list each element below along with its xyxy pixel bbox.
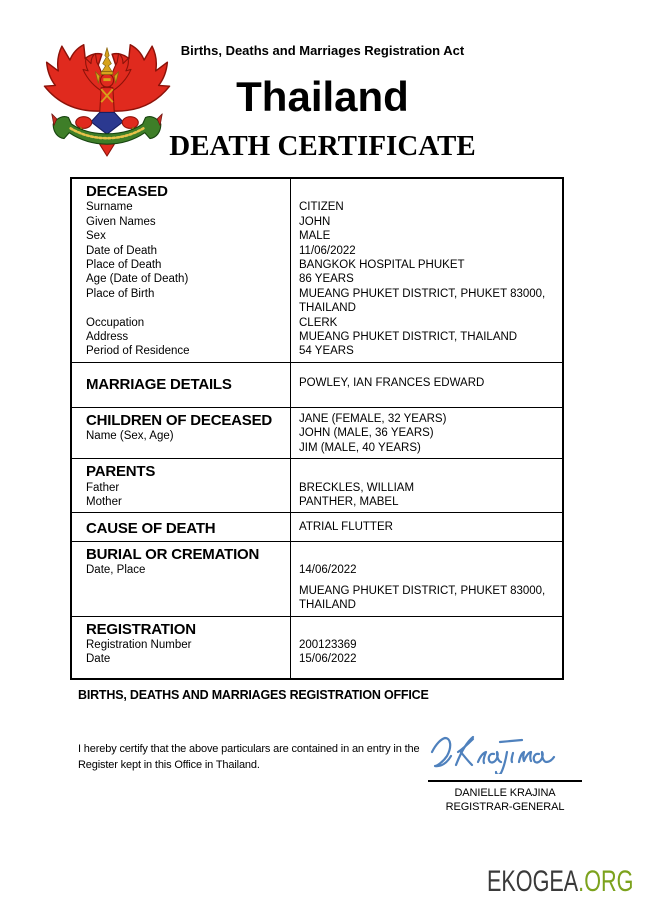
field-value: MALE — [299, 230, 331, 243]
field-label: Sex — [86, 230, 106, 243]
field-value: BANGKOK HOSPITAL PHUKET — [299, 259, 465, 272]
section-marriage-details — [72, 362, 562, 407]
field-label: Address — [86, 331, 129, 344]
logo-brand: EKOGEA — [486, 865, 578, 898]
field-row — [72, 272, 562, 286]
field-label: Father — [86, 481, 120, 494]
field-row — [72, 652, 562, 666]
registrar-title: REGISTRAR-GENERAL — [445, 801, 565, 813]
field-value: JIM (MALE, 40 YEARS) — [299, 441, 421, 454]
ekogea-logo — [487, 866, 633, 898]
field-value: 15/06/2022 — [299, 653, 357, 666]
field-value: ATRIAL FLUTTER — [299, 521, 393, 534]
field-value: CLERK — [299, 316, 338, 329]
field-value: MUEANG PHUKET DISTRICT, PHUKET 83000, THAILAND — [299, 287, 546, 315]
section-heading: BURIAL OR CREMATION — [86, 546, 260, 564]
field-row — [72, 200, 562, 214]
section-heading: MARRIAGE DETAILS — [86, 375, 232, 393]
field-value: PANTHER, MABEL — [299, 495, 399, 508]
field-label: Name (Sex, Age) — [86, 429, 174, 442]
section-parents — [72, 458, 562, 512]
field-value: JANE (FEMALE, 32 YEARS) — [299, 412, 447, 425]
field-value: 54 YEARS — [299, 345, 354, 358]
section-heading: CHILDREN OF DECEASED — [86, 411, 273, 429]
field-label: Place of Death — [86, 259, 162, 272]
field-label: Date — [86, 653, 111, 666]
section-burial-or-cremation — [72, 541, 562, 615]
field-value: 11/06/2022 — [299, 244, 356, 257]
logo-suffix: .ORG — [577, 865, 633, 898]
field-value: 86 YEARS — [299, 273, 354, 286]
field-value: JOHN — [299, 215, 331, 228]
act-title: Births, Deaths and Marriages Registration Act — [180, 43, 465, 58]
section-cause-of-death — [72, 512, 562, 541]
field-row — [72, 244, 562, 258]
registration-office-heading: BIRTHS, DEATHS AND MARRIAGES REGISTRATION OFFICE — [78, 688, 429, 702]
section-deceased — [72, 179, 562, 362]
field-value: JOHN (MALE, 36 YEARS) — [299, 427, 434, 440]
field-row — [72, 330, 562, 344]
field-label: Surname — [86, 201, 133, 214]
field-row — [72, 258, 562, 272]
field-row — [72, 495, 562, 509]
section-heading: CAUSE OF DEATH — [86, 520, 216, 538]
field-label: Mother — [86, 495, 122, 508]
document-title: DEATH CERTIFICATE — [169, 130, 476, 162]
section-heading: PARENTS — [86, 463, 156, 481]
section-heading: REGISTRATION — [86, 620, 196, 638]
field-row — [72, 287, 562, 316]
field-row — [72, 638, 562, 652]
field-label: Date of Death — [86, 244, 157, 257]
registrar-signature-icon — [428, 732, 582, 774]
field-label: Age (Date of Death) — [86, 273, 189, 286]
field-row — [72, 229, 562, 243]
section-children-of-deceased — [72, 407, 562, 458]
field-value: BRECKLES, WILLIAM — [299, 481, 415, 494]
field-row — [72, 481, 562, 495]
field-label: Given Names — [86, 215, 156, 228]
field-label: Place of Birth — [86, 287, 155, 300]
field-label: Period of Residence — [86, 345, 190, 358]
section-registration — [72, 616, 562, 678]
registrar-name: DANIELLE KRAJINA — [454, 787, 556, 799]
field-value: CITIZEN — [299, 201, 344, 214]
field-value: 14/06/2022 — [299, 564, 357, 577]
field-label: Date, Place — [86, 564, 146, 577]
field-row — [72, 344, 562, 358]
certificate-table — [70, 177, 564, 680]
field-value: 200123369 — [299, 638, 357, 651]
signature-line — [428, 780, 582, 782]
field-row — [72, 215, 562, 229]
field-label: Registration Number — [86, 638, 192, 651]
field-value: MUEANG PHUKET DISTRICT, PHUKET 83000, THAILAND — [299, 584, 546, 612]
field-value: POWLEY, IAN FRANCES EDWARD — [299, 376, 485, 389]
field-row — [72, 316, 562, 330]
signature-block — [428, 732, 582, 814]
section-heading: DECEASED — [86, 183, 168, 200]
certify-statement: I hereby certify that the above particulars are contained in an entry in the Register kept in this Office in Thailand. — [78, 743, 420, 771]
country-title: Thailand — [236, 73, 409, 120]
field-label: Occupation — [86, 316, 145, 329]
field-value: MUEANG PHUKET DISTRICT, THAILAND — [299, 331, 518, 344]
